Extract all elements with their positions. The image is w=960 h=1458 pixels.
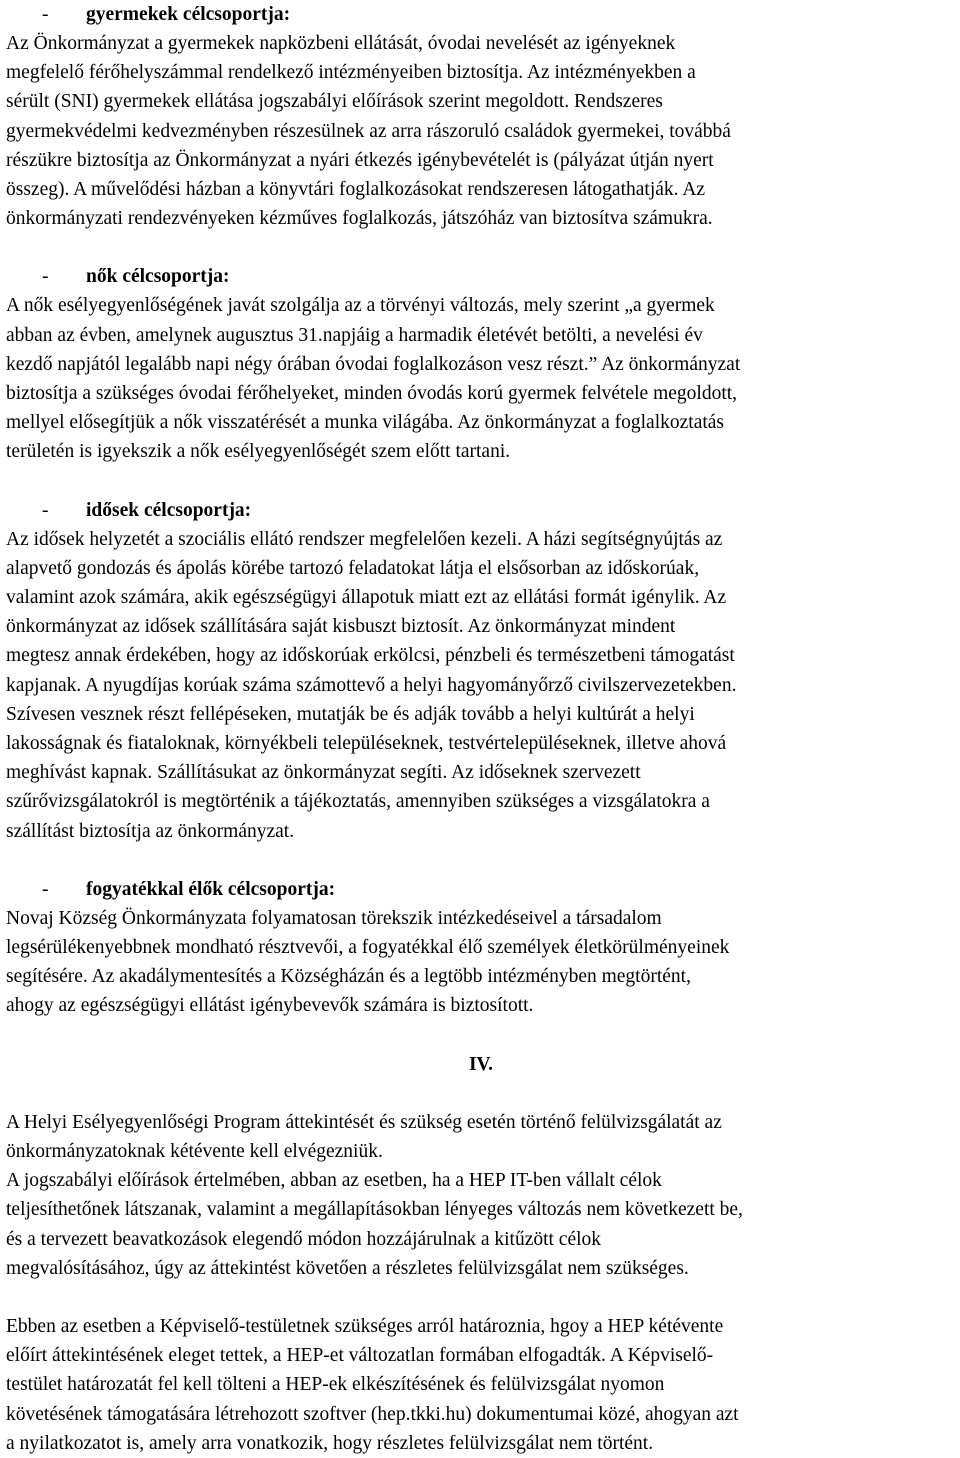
text-line: Novaj Község Önkormányzata folyamatosan törekszik intézkedéseivel a társadalom bbox=[6, 907, 662, 929]
text-line: biztosítja a szükséges óvodai férőhelyeket, minden óvodás korú gyermek felvétele megoldott, bbox=[6, 383, 738, 405]
text-line: alapvető gondozás és ápolás körébe tartozó feladatokat látja el elsősorban az időskorúak, bbox=[6, 557, 700, 579]
section-body bbox=[6, 904, 956, 1021]
text-line: szűrővizsgálatokról is megtörténik a tájékoztatás, amennyiben szükséges a vizsgálatokra a bbox=[6, 791, 710, 813]
text-line: mellyel elősegítjük a nők visszatérését a munka világába. Az önkormányzat a foglalkoztatás bbox=[6, 412, 725, 434]
list-dash: - bbox=[42, 499, 49, 521]
spacer bbox=[6, 467, 956, 496]
chapter-title: IV. bbox=[468, 1053, 494, 1075]
spacer bbox=[6, 1283, 956, 1312]
text-line: követésének támogatására létrehozott szoftver (hep.tkki.hu) dokumentumai közé, ahogyan azt bbox=[6, 1403, 739, 1425]
chapter-paragraph bbox=[6, 1108, 956, 1283]
chapter-paragraph bbox=[6, 1312, 956, 1458]
text-line: legsérülékenyebbnek mondható résztvevői, a fogyatékkal élő személyek életkörülményeinek bbox=[6, 937, 730, 959]
spacer bbox=[6, 846, 956, 875]
text-line: megtesz annak érdekében, hogy az időskorúak erkölcsi, pénzbeli és természetbeni támogatást bbox=[6, 645, 735, 667]
text-line: Szívesen vesznek részt fellépéseken, mutatják be és adják tovább a helyi kultúrát a helyi bbox=[6, 703, 695, 725]
text-line: A jogszabályi előírások értelmében, abban az esetben, ha a HEP IT-ben vállalt célok bbox=[6, 1170, 662, 1192]
text-line: területén is igyekszik a nők esélyegyenlőségét szem előtt tartani. bbox=[6, 441, 511, 463]
text-line: testület határozatát fel kell tölteni a HEP-ek elkészítésének és felülvizsgálat nyomon bbox=[6, 1374, 665, 1396]
text-line: ahogy az egészségügyi ellátást igénybevevők számára is biztosított. bbox=[6, 995, 534, 1017]
section-heading bbox=[6, 875, 956, 904]
text-line: önkormányzat az idősek szállítására saját kisbuszt biztosít. Az önkormányzat mindent bbox=[6, 616, 676, 638]
text-line: A nők esélyegyenlőségének javát szolgálja az a törvényi változás, mely szerint „a gyermek bbox=[6, 295, 715, 317]
heading-text: gyermekek célcsoportja: bbox=[86, 4, 291, 25]
section-body bbox=[6, 525, 956, 846]
section-body bbox=[6, 291, 956, 466]
text-line: előírt áttekintésének eleget tettek, a HEP-et változatlan formában elfogadták. A Képviselő- bbox=[6, 1345, 714, 1367]
section-heading bbox=[6, 496, 956, 525]
text-line: Az idősek helyzetét a szociális ellátó rendszer megfelelően kezeli. A házi segítségnyújtás az bbox=[6, 528, 723, 550]
text-line: meghívást kapnak. Szállításukat az önkormányzat segíti. Az időseknek szervezett bbox=[6, 762, 641, 784]
section-gyermekek bbox=[6, 0, 956, 233]
spacer bbox=[6, 1079, 956, 1108]
section-idosek bbox=[6, 496, 956, 846]
section-body bbox=[6, 29, 956, 233]
heading-text: nők célcsoportja: bbox=[86, 266, 230, 288]
list-dash: - bbox=[42, 878, 49, 900]
section-heading bbox=[6, 262, 956, 291]
heading-text: idősek célcsoportja: bbox=[86, 499, 252, 521]
text-line: megvalósításához, úgy az áttekintést követően a részletes felülvizsgálat nem szükséges. bbox=[6, 1257, 689, 1279]
text-line: és a tervezett beavatkozások elegendő módon hozzájárulnak a kitűzött célok bbox=[6, 1228, 602, 1250]
text-line: önkormányzatoknak kétévente kell elvégezniük. bbox=[6, 1140, 383, 1162]
text-line: megfelelő férőhelyszámmal rendelkező intézményeiben biztosítja. Az intézményekben a bbox=[6, 62, 696, 84]
text-line: Ebben az esetben a Képviselő-testületnek szükséges arról határoznia, hgoy a HEP kétévente bbox=[6, 1315, 724, 1337]
text-line: Az Önkormányzat a gyermekek napközbeni ellátását, óvodai nevelését az igényeknek bbox=[6, 33, 676, 54]
text-line: önkormányzati rendezvényeken kézműves foglalkozás, játszóház van biztosítva számukra. bbox=[6, 208, 713, 230]
spacer bbox=[6, 233, 956, 262]
list-dash: - bbox=[42, 4, 49, 25]
list-dash: - bbox=[42, 266, 49, 288]
text-line: kapjanak. A nyugdíjas korúak száma számottevő a helyi hagyományőrző civilszervezetekben. bbox=[6, 674, 737, 696]
text-line: A Helyi Esélyegyenlőségi Program áttekintését és szükség esetén történő felülvizsgálatát az bbox=[6, 1111, 722, 1133]
text-line: lakosságnak és fiataloknak, környékbeli településeknek, testvértelepüléseknek, illetve ahová bbox=[6, 733, 727, 755]
section-heading bbox=[6, 0, 956, 29]
spacer bbox=[6, 1021, 956, 1050]
section-nok bbox=[6, 262, 956, 466]
text-line: teljesíthetőnek látszanak, valamint a megállapításokban lényeges változás nem következett be, bbox=[6, 1199, 743, 1221]
text-line: kezdő napjától legalább napi négy órában óvodai foglalkozáson vesz részt.” Az önkormányzat bbox=[6, 353, 741, 375]
text-line: összeg). A művelődési házban a könyvtári foglalkozásokat rendszeresen látogathatják. Az bbox=[6, 179, 706, 201]
section-fogyatekkal-elok bbox=[6, 875, 956, 1021]
heading-text: fogyatékkal élők célcsoportja: bbox=[86, 878, 336, 900]
text-line: sérült (SNI) gyermekek ellátása jogszabályi előírások szerint megoldott. Rendszeres bbox=[6, 91, 663, 113]
text-line: szállítást biztosítja az önkormányzat. bbox=[6, 820, 295, 842]
text-line: gyermekvédelmi kedvezményben részesülnek az arra rászoruló családok gyermekei, továbbá bbox=[6, 120, 731, 142]
text-line: abban az évben, amelynek augusztus 31.napjáig a harmadik életévét betölti, a nevelési év bbox=[6, 324, 703, 346]
text-line: segítésére. Az akadálymentesítés a Községházán és a legtöbb intézményben megtörtént, bbox=[6, 966, 691, 988]
text-line: valamint azok számára, akik egészségügyi állapotuk miatt ezt az ellátási formát igénylik. Az bbox=[6, 587, 727, 609]
text-line: részükre biztosítja az Önkormányzat a nyári étkezés igénybevételét is (pályázat útján nyert bbox=[6, 149, 714, 171]
text-line: a nyilatkozatot is, amely arra vonatkozik, hogy részletes felülvizsgálat nem történt. bbox=[6, 1432, 654, 1454]
